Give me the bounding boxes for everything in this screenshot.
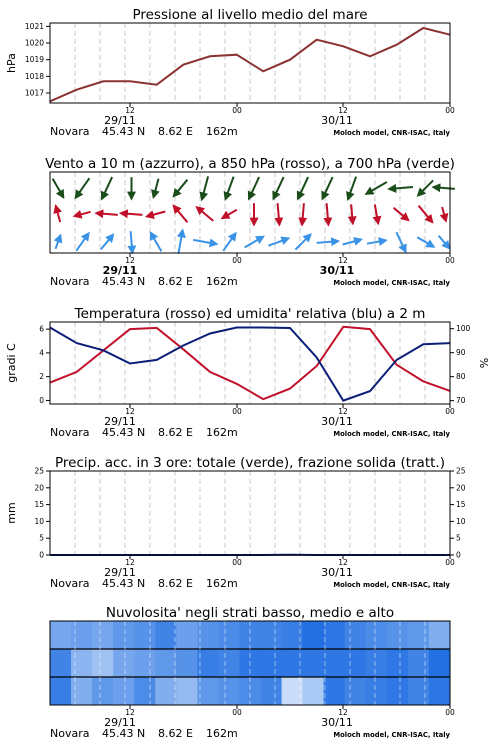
precip-ytick-label: 0	[39, 550, 44, 560]
cloud-cell	[303, 621, 325, 649]
cloud-cell	[155, 621, 177, 649]
wind-arrow	[418, 180, 433, 195]
wind-arrow	[174, 206, 188, 223]
wind-arrow	[154, 179, 159, 198]
cloud-cell	[345, 677, 367, 705]
precip-ytick-right-label: 0	[456, 550, 461, 560]
pressure-date-label: 29/11	[104, 114, 136, 127]
temp-rh-ytick-right-label: 70	[456, 396, 466, 406]
cloud-cell	[197, 621, 219, 649]
wind-arrow	[225, 177, 233, 200]
cloud-cell	[134, 621, 156, 649]
cloud-cell	[218, 621, 240, 649]
temp_rh-date-label: 29/11	[104, 415, 136, 428]
cloud-cell	[324, 621, 346, 649]
cloud-cell	[408, 677, 430, 705]
cloud-cell	[176, 677, 198, 705]
cloud-cell	[387, 677, 409, 705]
cloud-cell	[155, 677, 177, 705]
cloud-cell	[345, 649, 367, 677]
pressure-ytick-label: 1018	[24, 71, 44, 81]
precip-ylabel: mm	[5, 502, 18, 524]
wind-arrow	[56, 235, 61, 249]
wind-arrow	[178, 230, 182, 254]
precip-date-label: 30/11	[321, 566, 353, 579]
temp-rh-ytick-right-label: 80	[456, 372, 466, 382]
cloud-cell	[71, 677, 93, 705]
wind-panel	[45, 156, 455, 288]
wind-elevation: 162m	[206, 275, 238, 288]
wind-lon: 8.62 E	[158, 275, 193, 288]
wind-arrow	[197, 207, 214, 221]
wind-arrow	[396, 232, 405, 252]
wind-arrow	[76, 178, 90, 198]
cloud-cell	[92, 649, 114, 677]
precip-xtick-label: 12	[125, 558, 135, 567]
cloud-cell	[303, 677, 325, 705]
cloud-cell	[261, 677, 283, 705]
wind-arrow	[351, 204, 353, 223]
cloud-cell	[218, 677, 240, 705]
wind-arrow	[151, 233, 162, 252]
temp_rh-ytick-label: 0	[39, 395, 44, 405]
pressure-ytick-label: 1019	[24, 55, 44, 65]
precip-ytick-right-label: 25	[456, 466, 466, 476]
wind-arrow	[223, 233, 235, 251]
pressure-ytick-label: 1017	[24, 88, 44, 98]
cloud-cell	[429, 677, 451, 705]
wind-arrow	[439, 236, 450, 249]
wind-arrow	[419, 206, 433, 223]
cloud-cell	[218, 649, 240, 677]
cloud-cell	[113, 621, 135, 649]
wind-xtick-label: 12	[125, 256, 135, 265]
clouds-lat: 45.43 N	[102, 727, 146, 740]
temp_rh-station: Novara	[50, 426, 90, 439]
cloud-cell	[50, 621, 72, 649]
clouds-model-credit: Moloch model, CNR-ISAC, Italy	[333, 731, 450, 739]
wind-arrow	[327, 203, 329, 225]
precip-ytick-right-label: 10	[456, 516, 466, 526]
wind-arrow	[101, 235, 113, 250]
pressure-panel	[5, 7, 455, 138]
wind-title: Vento a 10 m (azzurro), a 850 hPa (rosso), a 700 hPa (verde)	[45, 156, 455, 172]
wind-xtick-label: 00	[445, 256, 455, 265]
precip-ytick-label: 20	[34, 483, 44, 493]
pressure-xtick-label: 12	[125, 106, 135, 115]
temp_rh-elevation: 162m	[206, 426, 238, 439]
clouds-title: Nuvolosita' negli strati basso, medio e alto	[105, 605, 395, 621]
wind-date-label: 30/11	[319, 264, 355, 277]
wind-arrow	[367, 240, 386, 243]
precip-ytick-label: 5	[39, 533, 44, 543]
wind-arrow	[343, 240, 362, 245]
precip-panel	[5, 455, 466, 590]
wind-arrow	[76, 233, 88, 251]
temp_rh-xtick-label: 12	[338, 407, 348, 416]
wind-arrow	[322, 177, 332, 199]
precip-station: Novara	[50, 577, 90, 590]
wind-arrow	[121, 213, 143, 215]
clouds-xtick-label: 00	[445, 708, 455, 717]
precip-ytick-right-label: 20	[456, 483, 466, 493]
wind-arrow	[102, 177, 112, 199]
wind-arrow	[74, 212, 90, 216]
wind-arrow	[96, 213, 118, 215]
pressure-title: Pressione al livello medio del mare	[132, 7, 368, 23]
pressure-xtick-label: 00	[232, 106, 242, 115]
wind-arrow	[433, 187, 455, 189]
cloud-cell	[50, 677, 72, 705]
cloud-cell	[71, 621, 93, 649]
wind-lat: 45.43 N	[102, 275, 146, 288]
wind-arrow	[131, 231, 133, 253]
rh-ylabel: %	[478, 357, 491, 369]
precip-xtick-label: 00	[232, 558, 242, 567]
clouds-lon: 8.62 E	[158, 727, 193, 740]
precip-xtick-label: 00	[445, 558, 455, 567]
temp-ylabel: gradi C	[5, 343, 18, 383]
clouds-xtick-label: 12	[125, 708, 135, 717]
cloud-cell	[197, 677, 219, 705]
pressure-lon: 8.62 E	[158, 125, 193, 138]
cloud-cell	[197, 649, 219, 677]
wind-arrow	[56, 206, 60, 222]
wind-arrow	[53, 179, 64, 198]
temp-rh-ytick-right-label: 90	[456, 348, 466, 358]
cloud-cell	[429, 621, 451, 649]
cloud-cell	[134, 677, 156, 705]
cloud-cell	[261, 621, 283, 649]
pressure-date-label: 30/11	[321, 114, 353, 127]
precip-ytick-label: 15	[34, 500, 44, 510]
precip-lat: 45.43 N	[102, 577, 146, 590]
cloud-cell	[408, 621, 430, 649]
pressure-xtick-label: 12	[338, 106, 348, 115]
wind-station: Novara	[50, 275, 90, 288]
cloud-cell	[408, 649, 430, 677]
wind-arrow	[268, 238, 288, 245]
cloud-cell	[92, 621, 114, 649]
temp_rh-model-credit: Moloch model, CNR-ISAC, Italy	[333, 430, 450, 438]
precip-xtick-label: 12	[338, 558, 348, 567]
wind-arrow	[302, 203, 304, 225]
pressure-model-credit: Moloch model, CNR-ISAC, Italy	[333, 129, 450, 137]
cloud-cell	[387, 621, 409, 649]
precip-date-label: 29/11	[104, 566, 136, 579]
clouds-elevation: 162m	[206, 727, 238, 740]
pressure-ytick-label: 1020	[24, 38, 44, 48]
temp-rh-panel	[5, 306, 491, 439]
pressure-ytick-label: 1021	[24, 21, 44, 31]
cloud-cell	[366, 677, 388, 705]
wind-arrow	[174, 180, 188, 197]
temp_rh-xtick-label: 12	[125, 407, 135, 416]
wind-arrow	[193, 240, 217, 244]
pressure-lat: 45.43 N	[102, 125, 146, 138]
precip-ytick-label: 10	[34, 516, 44, 526]
temp_rh-xtick-label: 00	[445, 407, 455, 416]
cloud-cell	[113, 649, 135, 677]
wind-arrow	[442, 207, 446, 221]
pressure-elevation: 162m	[206, 125, 238, 138]
cloud-cell	[387, 649, 409, 677]
precip-model-credit: Moloch model, CNR-ISAC, Italy	[333, 581, 450, 589]
wind-model-credit: Moloch model, CNR-ISAC, Italy	[333, 279, 450, 287]
wind-arrow	[366, 182, 387, 194]
precip-lon: 8.62 E	[158, 577, 193, 590]
cloud-cell	[324, 649, 346, 677]
cloud-cell	[345, 621, 367, 649]
temp_rh-date-label: 30/11	[321, 415, 353, 428]
precip-ytick-right-label: 5	[456, 533, 461, 543]
cloud-cell	[71, 649, 93, 677]
cloud-cell	[50, 649, 72, 677]
wind-arrow	[249, 177, 259, 199]
pressure-station: Novara	[50, 125, 90, 138]
wind-arrow	[298, 177, 308, 199]
temp_rh-title: Temperatura (rosso) ed umidita' relativa (blu) a 2 m	[74, 306, 426, 322]
clouds-panel	[50, 605, 455, 740]
precip-ytick-label: 25	[34, 466, 44, 476]
cloud-cell	[303, 649, 325, 677]
wind-arrow	[394, 208, 409, 220]
wind-arrow	[222, 210, 237, 218]
wind-xtick-label: 12	[338, 256, 348, 265]
temp_rh-lon: 8.62 E	[158, 426, 193, 439]
cloud-cell	[113, 677, 135, 705]
wind-arrow	[147, 212, 166, 217]
clouds-xtick-label: 00	[232, 708, 242, 717]
wind-arrow	[417, 237, 434, 247]
pressure-xtick-label: 00	[445, 106, 455, 115]
cloud-cell	[324, 677, 346, 705]
temp_rh-lat: 45.43 N	[102, 426, 146, 439]
cloud-cell	[261, 649, 283, 677]
precip-title: Precip. acc. in 3 ore: totale (verde), frazione solida (tratt.)	[55, 455, 445, 471]
precip-elevation: 162m	[206, 577, 238, 590]
temp_rh-ytick-label: 4	[39, 348, 44, 358]
wind-arrow	[389, 187, 413, 189]
temp_rh-ytick-label: 2	[39, 372, 44, 382]
wind-date-label: 29/11	[102, 264, 138, 277]
wind-arrow	[295, 234, 310, 249]
wind-xtick-label: 00	[232, 256, 242, 265]
cloud-cell	[176, 621, 198, 649]
clouds-station: Novara	[50, 727, 90, 740]
cloud-cell	[92, 677, 114, 705]
wind-arrow	[245, 237, 264, 248]
precip-ytick-right-label: 15	[456, 500, 466, 510]
clouds-date-label: 29/11	[104, 716, 136, 729]
pressure-ylabel: hPa	[5, 53, 18, 73]
wind-arrow	[202, 176, 208, 199]
wind-arrow	[278, 203, 280, 225]
cloud-cell	[429, 649, 451, 677]
temp-rh-ytick-right-label: 100	[456, 324, 471, 334]
wind-arrow	[348, 177, 356, 200]
temp_rh-xtick-label: 00	[232, 407, 242, 416]
cloud-cell	[176, 649, 198, 677]
wind-arrow	[317, 241, 339, 243]
cloud-cell	[366, 621, 388, 649]
temp_rh-ytick-label: 6	[39, 324, 44, 334]
cloud-cell	[366, 649, 388, 677]
cloud-cell	[155, 649, 177, 677]
clouds-xtick-label: 12	[338, 708, 348, 717]
cloud-cell	[134, 649, 156, 677]
clouds-date-label: 30/11	[321, 716, 353, 729]
